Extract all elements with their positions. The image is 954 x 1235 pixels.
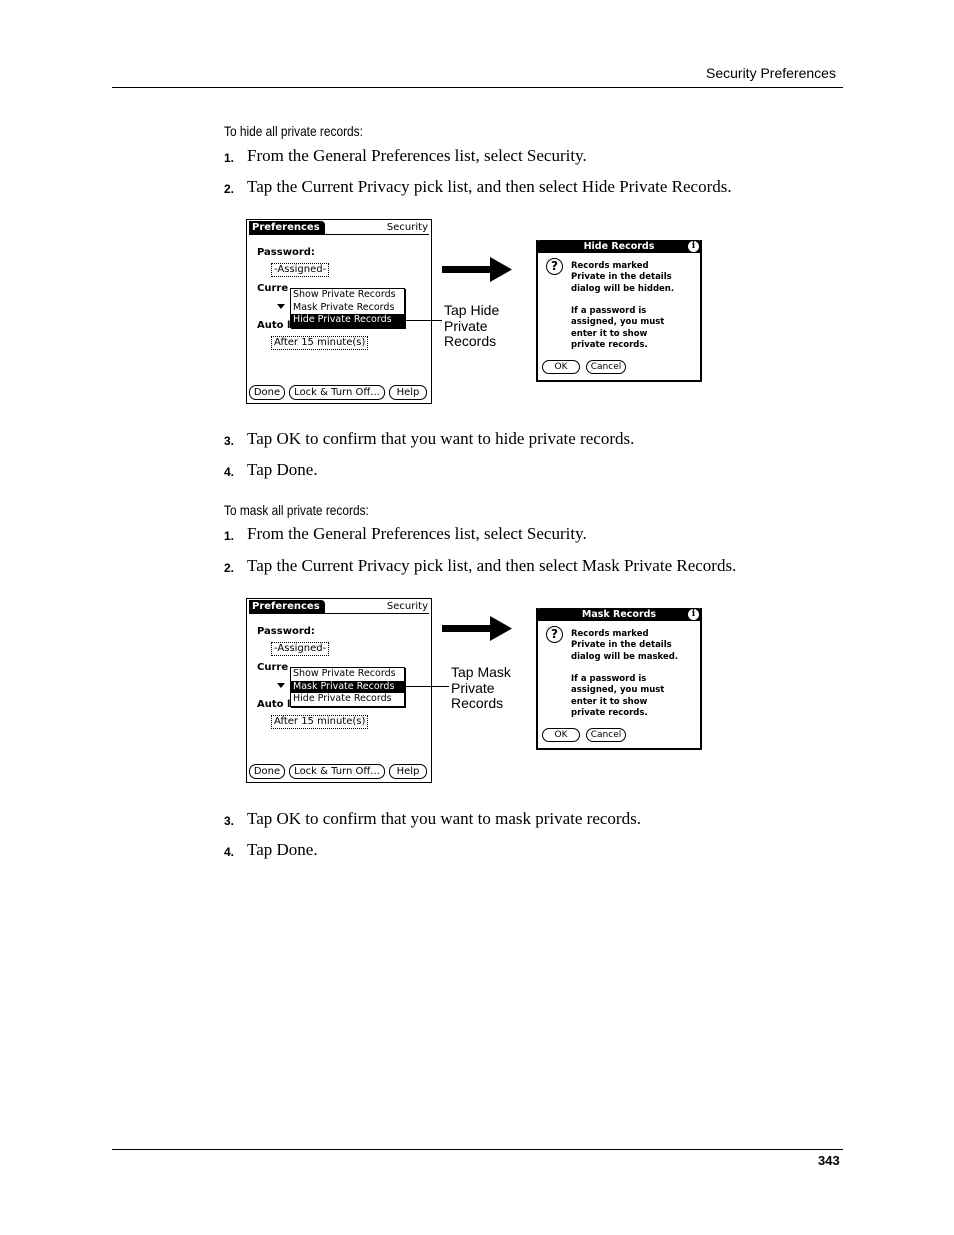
cancel-button[interactable]: Cancel xyxy=(586,360,626,374)
page-number: 343 xyxy=(818,1153,840,1168)
preferences-tab: Preferences xyxy=(249,600,325,614)
dialog-title-bar xyxy=(536,608,702,621)
step-number: 4. xyxy=(224,465,235,479)
message-line: Records marked xyxy=(571,261,649,271)
right-arrow-icon xyxy=(442,256,514,284)
password-field[interactable]: -Assigned- xyxy=(271,263,329,277)
privacy-pick-list[interactable] xyxy=(290,288,405,328)
message-line: dialog will be masked. xyxy=(571,651,679,662)
option-show-private[interactable]: Show Private Records xyxy=(293,668,396,679)
privacy-pick-list[interactable] xyxy=(290,667,405,707)
message-line: private records. xyxy=(571,339,648,350)
question-icon: ? xyxy=(546,258,563,275)
option-hide-private[interactable]: Hide Private Records xyxy=(293,693,392,704)
help-button[interactable]: Help xyxy=(389,764,427,779)
title-rule xyxy=(249,234,429,235)
hide-records-dialog xyxy=(536,240,702,382)
message-line: Private in the details xyxy=(571,272,672,283)
mask-records-dialog xyxy=(536,608,702,750)
step-number: 2. xyxy=(224,561,235,575)
step-number: 3. xyxy=(224,814,235,828)
message-line: private records. xyxy=(571,707,648,718)
header-rule xyxy=(112,87,843,88)
ok-button[interactable]: OK xyxy=(542,728,580,742)
palm-security-screen-hide xyxy=(246,219,432,404)
footer-rule xyxy=(112,1149,843,1150)
step-number: 1. xyxy=(224,151,235,165)
running-header: Security Preferences xyxy=(706,65,836,81)
message-line: If a password is xyxy=(571,306,647,316)
auto-lock-field[interactable]: After 15 minute(s) xyxy=(271,715,368,729)
dialog-message-1 xyxy=(571,261,674,295)
auto-lock-field[interactable]: After 15 minute(s) xyxy=(271,336,368,350)
option-mask-private[interactable]: Mask Private Records xyxy=(291,681,404,694)
question-icon: ? xyxy=(546,626,563,643)
message-line: enter it to show xyxy=(571,696,648,707)
dialog-message-2 xyxy=(571,674,664,719)
done-button[interactable]: Done xyxy=(249,764,285,779)
security-title: Security xyxy=(386,222,428,233)
help-button[interactable]: Help xyxy=(389,385,427,400)
step-text: Tap the Current Privacy pick list, and then select Hide Private Records. xyxy=(247,177,732,196)
callout-tap-mask: Tap Mask Private Records xyxy=(451,664,511,711)
message-line: assigned, you must xyxy=(571,317,665,328)
step-text: Tap the Current Privacy pick list, and then select Mask Private Records. xyxy=(247,556,737,575)
info-icon[interactable]: i xyxy=(688,609,699,620)
right-arrow-icon xyxy=(442,615,514,643)
done-button[interactable]: Done xyxy=(249,385,285,400)
section-heading-hide: To hide all private records: xyxy=(224,123,363,139)
callout-tap-hide: Tap Hide Private Records xyxy=(444,302,500,349)
lock-turn-off-button[interactable]: Lock & Turn Off... xyxy=(289,764,385,779)
message-line: enter it to show xyxy=(571,328,648,339)
step-number: 3. xyxy=(224,434,235,448)
cancel-button[interactable]: Cancel xyxy=(586,728,626,742)
message-line: If a password is xyxy=(571,674,647,684)
info-icon[interactable]: i xyxy=(688,241,699,252)
step-text: From the General Preferences list, select Security. xyxy=(247,524,587,543)
security-title: Security xyxy=(386,601,428,612)
step-text: Tap OK to confirm that you want to hide private records. xyxy=(247,429,635,448)
step-number: 2. xyxy=(224,182,235,196)
step-text: Tap Done. xyxy=(247,840,318,859)
step-text: From the General Preferences list, select Security. xyxy=(247,146,587,165)
option-show-private[interactable]: Show Private Records xyxy=(293,289,396,300)
current-privacy-label: Curre xyxy=(257,662,289,673)
password-label: Password: xyxy=(257,247,315,258)
step-number: 1. xyxy=(224,529,235,543)
dialog-message-1 xyxy=(571,629,678,663)
message-line: assigned, you must xyxy=(571,685,665,696)
lock-turn-off-button[interactable]: Lock & Turn Off... xyxy=(289,385,385,400)
dialog-title: Hide Records xyxy=(583,241,655,252)
step-number: 4. xyxy=(224,845,235,859)
palm-security-screen-mask xyxy=(246,598,432,783)
message-line: dialog will be hidden. xyxy=(571,283,675,294)
password-label: Password: xyxy=(257,626,315,637)
step-text: Tap OK to confirm that you want to mask private records. xyxy=(247,809,641,828)
preferences-tab: Preferences xyxy=(249,221,325,235)
ok-button[interactable]: OK xyxy=(542,360,580,374)
auto-lock-label: Auto l xyxy=(257,699,291,710)
message-line: Records marked xyxy=(571,629,649,639)
dialog-message-2 xyxy=(571,306,664,351)
dropdown-arrow-icon xyxy=(277,304,285,309)
auto-lock-label: Auto l xyxy=(257,320,291,331)
dialog-title: Mask Records xyxy=(581,609,657,620)
callout-leader-line xyxy=(404,320,442,321)
section-heading-mask: To mask all private records: xyxy=(224,502,369,518)
callout-leader-line xyxy=(404,686,449,687)
current-privacy-label: Curre xyxy=(257,283,289,294)
password-field[interactable]: -Assigned- xyxy=(271,642,329,656)
option-hide-private[interactable]: Hide Private Records xyxy=(291,314,404,327)
dialog-title-bar xyxy=(536,240,702,253)
step-text: Tap Done. xyxy=(247,460,318,479)
option-mask-private[interactable]: Mask Private Records xyxy=(293,301,395,313)
message-line: Private in the details xyxy=(571,640,672,651)
dropdown-arrow-icon xyxy=(277,683,285,688)
title-rule xyxy=(249,613,429,614)
